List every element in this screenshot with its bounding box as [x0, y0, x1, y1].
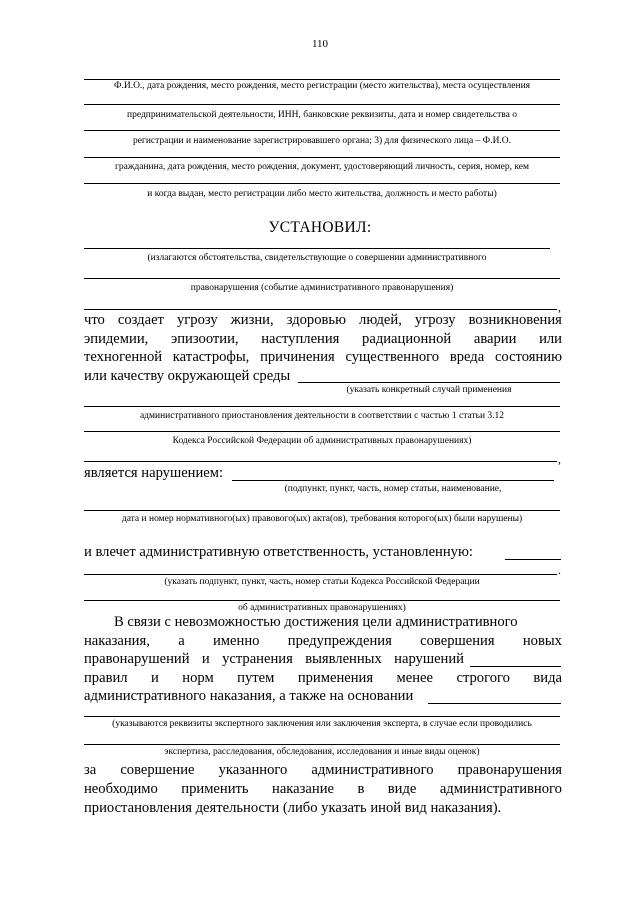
- word: строгого: [456, 670, 510, 686]
- text-line: [84, 781, 562, 798]
- comma: ,: [558, 300, 561, 314]
- caption: и когда выдан, место регистрации либо место жительства, должность и место работы): [147, 189, 497, 199]
- caption: экспертиза, расследования, обследования, исследования и иные виды оценок): [164, 747, 480, 757]
- word: правил: [84, 670, 128, 686]
- word: что: [84, 312, 105, 328]
- word: или: [539, 331, 562, 347]
- blank-line: [84, 600, 560, 601]
- word: применения: [297, 670, 374, 686]
- word: существенного: [345, 349, 440, 365]
- blank-line: [84, 104, 560, 105]
- caption: (излагаются обстоятельства, свидетельствующие о совершении административного: [147, 253, 487, 263]
- word: наказание: [272, 781, 334, 797]
- word: аварии: [473, 331, 517, 347]
- text-line: или качеству окружающей среды: [84, 368, 291, 384]
- blank-line: [84, 79, 560, 80]
- caption: предпринимательской деятельности, ИНН, банковские реквизиты, дата и номер свидетельства о: [127, 110, 517, 120]
- blank-line: [84, 157, 560, 158]
- word: правонарушений: [84, 651, 190, 667]
- text-line: административного наказания, а также на основании: [84, 688, 414, 704]
- text-line: [84, 670, 562, 687]
- word: норм: [182, 670, 214, 686]
- caption: дата и номер нормативного(ых) правового(ых) акта(ов), требования которого(ых) были нарушены): [121, 514, 523, 524]
- page-number: 110: [311, 38, 329, 50]
- word: необходимо: [84, 781, 158, 797]
- word: состоянию: [494, 349, 562, 365]
- caption: административного приостановления деятельности в соответствии с частью 1 статьи 3.12: [139, 411, 505, 421]
- word: создает: [117, 312, 164, 328]
- word: устранения: [222, 651, 293, 667]
- word: возникновения: [468, 312, 562, 328]
- word: менее: [396, 670, 434, 686]
- word: выявленных: [305, 651, 382, 667]
- word: угрозу: [177, 312, 218, 328]
- word: административного: [439, 781, 562, 797]
- text-line: [84, 349, 562, 366]
- word: применить: [181, 781, 249, 797]
- caption: (подпункт, пункт, часть, номер статьи, наименование,: [284, 484, 502, 494]
- paragraph-start: В связи с невозможностью достижения цели административного: [114, 614, 518, 630]
- word: вида: [533, 670, 562, 686]
- word: именно: [213, 633, 260, 649]
- caption: Ф.И.О., дата рождения, место рождения, место регистрации (место жительства), места осуществления: [113, 81, 531, 91]
- word: указанного: [218, 762, 288, 778]
- blank-line: [84, 716, 560, 717]
- blank-line: [84, 406, 560, 407]
- blank-line: [84, 431, 560, 432]
- word: причинения: [260, 349, 335, 365]
- blank-line: [428, 703, 561, 704]
- word: вреда: [449, 349, 485, 365]
- word: совершение: [120, 762, 195, 778]
- blank-line: [470, 666, 561, 667]
- caption: (указать подпункт, пункт, часть, номер статьи Кодекса Российской Федерации: [164, 577, 480, 587]
- text-line: и влечет административную ответственность, установленную:: [84, 544, 473, 560]
- word: и: [201, 651, 210, 667]
- word: угрозу: [414, 312, 456, 328]
- blank-line: [505, 559, 561, 560]
- word: совершения: [420, 633, 495, 649]
- text-line: [84, 633, 562, 650]
- word: путем: [237, 670, 275, 686]
- blank-line: [84, 309, 557, 310]
- caption: Кодекса Российской Федерации об административных правонарушениях): [172, 436, 472, 446]
- text-line: [84, 312, 562, 329]
- word: техногенной: [84, 349, 163, 365]
- caption: гражданина, дата рождения, место рождения, документ, удостоверяющий личность, серия, номер, кем: [114, 162, 529, 172]
- heading-established: УСТАНОВИЛ:: [268, 219, 372, 236]
- caption: правонарушения (событие административного правонарушения): [190, 283, 454, 293]
- word: в: [357, 781, 365, 797]
- text-line: [84, 651, 464, 668]
- blank-line: [298, 382, 560, 383]
- word: нарушений: [394, 651, 464, 667]
- word: эпизоотии,: [170, 331, 239, 347]
- blank-line: [84, 574, 557, 575]
- word: виде: [387, 781, 417, 797]
- blank-line: [232, 480, 554, 481]
- blank-line: [84, 183, 560, 184]
- word: радиационной: [362, 331, 452, 347]
- period: .: [558, 563, 561, 577]
- violation-label: является нарушением:: [84, 465, 224, 481]
- caption: (указать конкретный случай применения: [346, 385, 512, 395]
- caption: об административных правонарушениях): [238, 603, 406, 613]
- blank-line: [84, 130, 560, 131]
- blank-line: [84, 461, 557, 462]
- caption: регистрации и наименование зарегистрировавшего органа; 3) для физического лица – Ф.И.О.: [132, 136, 512, 146]
- blank-line: [84, 278, 560, 279]
- word: наказания,: [84, 633, 150, 649]
- word: административного: [311, 762, 434, 778]
- text-line: [84, 762, 562, 779]
- word: эпидемии,: [84, 331, 149, 347]
- word: за: [84, 762, 97, 778]
- blank-line: [84, 510, 560, 511]
- word: катастрофы,: [172, 349, 250, 365]
- blank-line: [84, 248, 550, 249]
- text-line: [114, 614, 562, 631]
- text-line: [84, 331, 562, 348]
- word: людей,: [359, 312, 402, 328]
- blank-line: [84, 744, 560, 745]
- word: здоровью: [286, 312, 346, 328]
- word: жизни,: [230, 312, 274, 328]
- word: и: [151, 670, 159, 686]
- caption: (указываются реквизиты экспертного заключения или заключения эксперта, в случае если проводились: [112, 719, 532, 729]
- word: а: [178, 633, 185, 649]
- comma: ,: [558, 452, 561, 466]
- word: новых: [522, 633, 562, 649]
- word: наступления: [261, 331, 340, 347]
- word: правонарушения: [457, 762, 562, 778]
- text-line: приостановления деятельности (либо указать иной вид наказания).: [84, 800, 502, 816]
- word: предупреждения: [287, 633, 392, 649]
